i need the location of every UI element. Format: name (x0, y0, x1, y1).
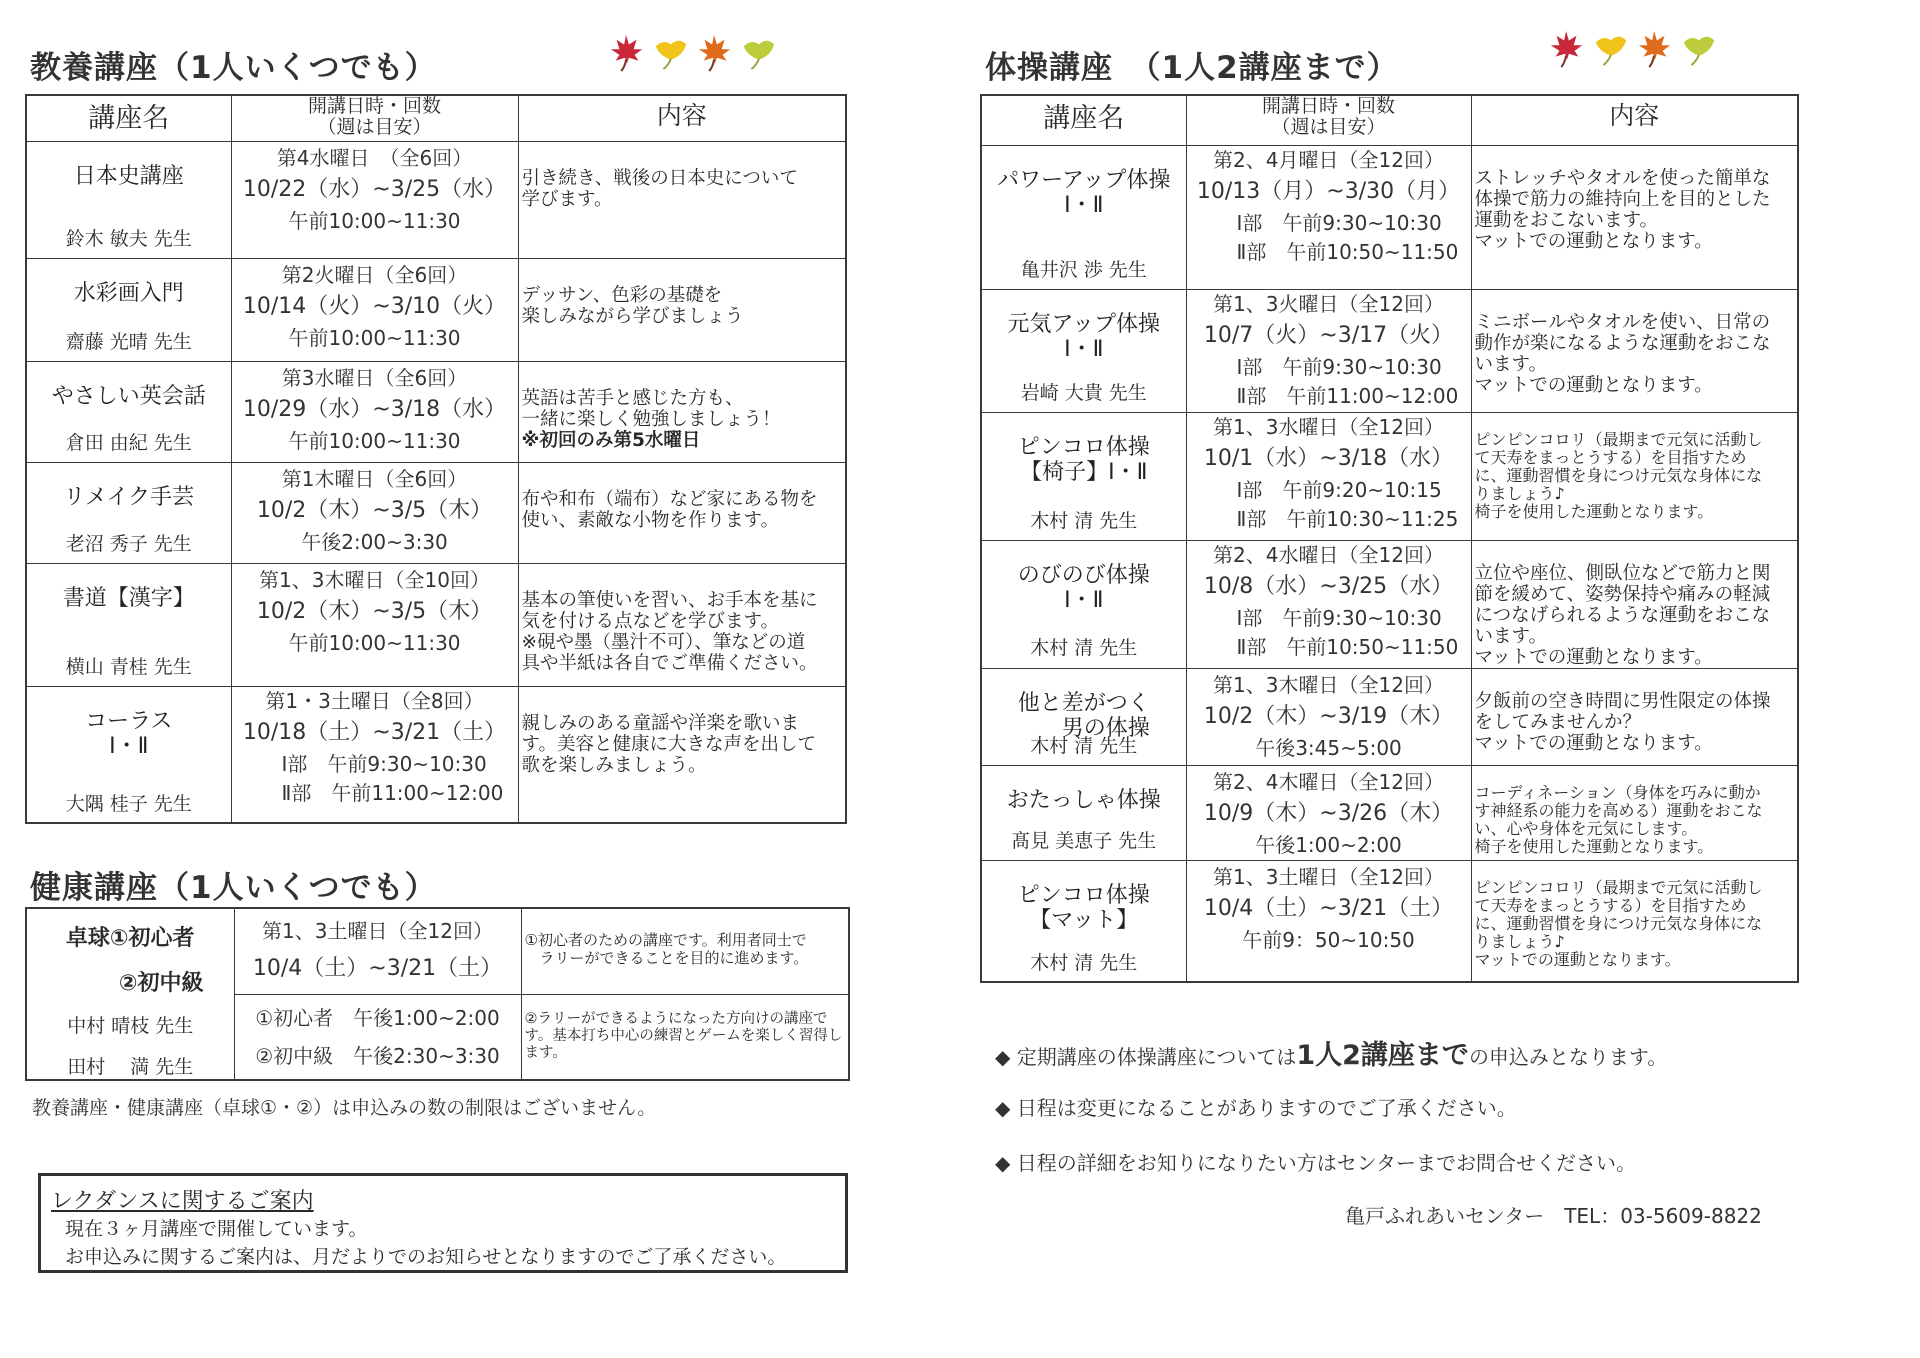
schedule-cell (1186, 860, 1471, 982)
schedule-day: 第1、3土曜日（全12回） (1213, 864, 1444, 889)
description-cell (518, 361, 846, 462)
description-cell (518, 686, 846, 823)
recdance-notice-box (38, 1173, 848, 1273)
description-cell (518, 141, 846, 258)
schedule-cell (1186, 668, 1471, 765)
course-description: コーディネーション（身体を巧みに動か す神経系の能力を高める）運動をおこな い、心や身体を元気にします。 椅子を使用した運動となります。 (1474, 782, 1763, 856)
description-cell (521, 908, 849, 994)
course-name: リメイク手芸 (63, 484, 195, 510)
course-name-cell (981, 145, 1186, 289)
schedule-cell (234, 994, 521, 1080)
course-name-wrap (982, 146, 1186, 288)
autumn-leaves-decoration (608, 32, 778, 74)
schedule-day: 第4水曜日 （全6回） (276, 145, 473, 170)
course-description: ストレッチやタオルを使った簡単な 体操で筋力の維持向上を目的とした 運動をおこないます。 マットでの運動となります。 (1474, 167, 1771, 252)
course-description: 布や和布（端布）など家にある物を 使い、素敵な小物を作ります。 (521, 488, 818, 531)
course-description: 基本の筆使いを習い、お手本を基に 気を付ける点などを学びます。 ※硯や墨（墨汁不可）、筆などの道 具や半紙は各自でご準備ください。 (521, 589, 818, 674)
description-cell (1471, 860, 1798, 982)
schedule-time: 午前9：50~10:50 (1242, 927, 1415, 952)
schedule-cell (231, 141, 518, 258)
course-name-wrap (982, 541, 1186, 666)
schedule-dates: 10/7（火）~3/17（火） (1203, 322, 1454, 348)
schedule-cell (231, 563, 518, 686)
description-cell (518, 462, 846, 563)
application-limit-note: 教養講座・健康講座（卓球①・②）は申込みの数の制限はございません。 (32, 1097, 657, 1119)
description-cell (521, 994, 849, 1080)
course-description-note: ※初回のみ第5水曜日 (521, 429, 701, 451)
course-name-wrap (982, 669, 1186, 764)
table-row (981, 289, 1798, 412)
course-name: 書道【漢字】 (62, 585, 195, 611)
course-name-cell (26, 462, 231, 563)
bullet-text: の申込みとなります。 (1468, 1045, 1668, 1069)
description-cell (1471, 289, 1798, 412)
teacher-name: 大隅 桂子 先生 (65, 792, 192, 815)
schedule-time: ①初心者 午後1:00~2:00 (255, 1005, 500, 1030)
schedule-day: 第2、4月曜日（全12回） (1213, 147, 1444, 172)
health-course-table (25, 907, 850, 1081)
culture-section-title: 教養講座（1人いくつでも） (30, 50, 437, 86)
course-name-cell (981, 765, 1186, 860)
course-name: ピンコロ体操 【椅子】Ⅰ・Ⅱ (1017, 434, 1150, 485)
header-schedule (231, 95, 518, 141)
schedule-dates: 10/18（土）~3/21（土） (242, 719, 507, 745)
bullet-text: 定期講座の体操講座については (1016, 1045, 1297, 1069)
course-name-cell (981, 289, 1186, 412)
description-cell (1471, 412, 1798, 540)
course-name-line2: ②初中級 (118, 971, 204, 996)
schedule-time: Ⅱ部 午前11:00~12:00 (1236, 383, 1459, 408)
teacher-name: 田村 満 先生 (67, 1056, 194, 1078)
schedule-cell (1186, 289, 1471, 412)
course-description: 親しみのある童謡や洋楽を歌いま す。美容と健康に大きな声を出して 歌を楽しみましょう。 (521, 712, 817, 776)
teacher-name: 倉田 由紀 先生 (65, 431, 192, 454)
schedule-time: ②初中級 午後2:30~3:30 (255, 1043, 500, 1068)
table-row (981, 412, 1798, 540)
table-row (981, 765, 1798, 860)
course-description: ②ラリーができるようになった方向けの講座で す。基本打ち中心の練習とゲームを楽しく習得し ます。 (524, 1010, 843, 1061)
course-description: 英語は苦手と感じた方も、 一緒に楽しく勉強しましょう！ (521, 387, 781, 430)
course-description: ミニボールやタオルを使い、日常の 動作が楽になるような運動をおこな います。 マットでの運動となります。 (1474, 311, 1771, 396)
table-row (26, 908, 849, 994)
ginkgo-leaf-icon (1680, 28, 1718, 70)
table-row (981, 668, 1798, 765)
course-name: のびのび体操 Ⅰ・Ⅱ (1017, 562, 1150, 613)
schedule-dates: 10/2（木）~3/5（木） (256, 598, 493, 624)
schedule-time: Ⅰ部 午前9:30~10:30 (281, 751, 487, 776)
schedule-time: Ⅱ部 午前10:30~11:25 (1236, 506, 1459, 531)
teacher-name: 亀井沢 渉 先生 (1020, 258, 1147, 281)
maple-leaf-icon (696, 32, 734, 74)
schedule-time: Ⅰ部 午前9:30~10:30 (1236, 210, 1442, 235)
course-name-wrap (27, 142, 231, 257)
exercise-section-title: 体操講座 （1人2講座まで） (985, 50, 1399, 86)
course-name-line1: 卓球①初心者 (65, 926, 195, 951)
teacher-name: 中村 晴枝 先生 (67, 1015, 194, 1037)
table-row (26, 258, 846, 361)
course-name: おたっしゃ体操 (1006, 787, 1161, 813)
course-description: ①初心者のための講座です。利用者同士で ラリーができることを目的に進めます。 (524, 931, 809, 967)
schedule-cell (231, 462, 518, 563)
course-name-cell (981, 668, 1186, 765)
teacher-name: 髙見 美恵子 先生 (1011, 829, 1157, 852)
recdance-notice-title: レクダンスに関するご案内 (51, 1189, 314, 1214)
schedule-dates: 10/2（木）~3/5（木） (256, 497, 493, 523)
teacher-name: 老沼 秀子 先生 (65, 532, 192, 555)
course-name-cell (26, 141, 231, 258)
course-name-wrap (27, 362, 231, 461)
schedule-day: 第1、3水曜日（全12回） (1213, 414, 1444, 439)
schedule-dates: 10/22（水）~3/25（水） (242, 176, 507, 202)
recdance-notice-line: 現在３ヶ月講座で開催しています。 (65, 1218, 368, 1240)
exercise-course-table (980, 94, 1799, 983)
schedule-dates: 10/1（水）~3/18（水） (1203, 445, 1454, 471)
autumn-leaves-decoration (1548, 28, 1718, 70)
course-description: 夕飯前の空き時間に男性限定の体操 をしてみませんか？ マットでの運動となります。 (1474, 690, 1771, 754)
ginkgo-leaf-icon (1592, 28, 1630, 70)
health-section-title: 健康講座（1人いくつでも） (30, 870, 437, 906)
table-row (26, 462, 846, 563)
schedule-dates: 10/14（火）~3/10（火） (242, 293, 507, 319)
course-name-cell (26, 258, 231, 361)
info-bullet (995, 1147, 1636, 1176)
schedule-day: 第1、3土曜日（全12回） (262, 918, 493, 943)
course-name-wrap (982, 861, 1186, 981)
course-name: 水彩画入門 (73, 280, 184, 306)
course-description: ピンピンコロリ（最期まで元気に活動し て天寿をまっとうする）を目指すため に、運動習慣を身につけ元気な身体にな りましょう♪ マットでの運動となります。 (1474, 877, 1763, 969)
info-bullet (995, 1033, 1667, 1072)
schedule-dates: 10/8（水）~3/25（水） (1203, 573, 1454, 599)
header-schedule-line1: 開講日時・回数 (1261, 95, 1395, 117)
header-schedule-line1: 開講日時・回数 (307, 95, 441, 117)
course-description: ピンピンコロリ（最期まで元気に活動し て天寿をまっとうする）を目指すため に、運動習慣を身につけ元気な身体にな りましょう♪ 椅子を使用した運動となります。 (1474, 429, 1763, 521)
schedule-time: 午前10:00~11:30 (288, 630, 461, 655)
table-row (981, 860, 1798, 982)
header-content: 内容 (1471, 95, 1798, 145)
course-name-cell (981, 860, 1186, 982)
course-name: ピンコロ体操 【マット】 (1017, 882, 1150, 933)
schedule-day: 第3水曜日（全6回） (281, 365, 468, 390)
info-bullet (995, 1092, 1517, 1121)
description-cell (1471, 540, 1798, 668)
course-name: 他と差がつく 男の体操 (1017, 690, 1150, 741)
table-row (26, 686, 846, 823)
table-header-row (26, 95, 846, 141)
header-course-name: 講座名 (26, 95, 231, 141)
course-name-wrap (27, 463, 231, 562)
schedule-dates: 10/9（木）~3/26（木） (1203, 800, 1454, 826)
course-name-cell (981, 412, 1186, 540)
schedule-time: Ⅱ部 午前11:00~12:00 (281, 780, 504, 805)
description-cell (1471, 668, 1798, 765)
schedule-dates: 10/4（土）~3/21（土） (252, 955, 503, 981)
description-cell (518, 258, 846, 361)
diamond-bullet-icon: ◆ (995, 1151, 1011, 1175)
schedule-day: 第1、3木曜日（全12回） (1213, 672, 1444, 697)
schedule-cell (1186, 540, 1471, 668)
table-row (26, 141, 846, 258)
schedule-cell (1186, 412, 1471, 540)
course-name-cell (26, 361, 231, 462)
course-name-wrap (27, 564, 231, 685)
schedule-time: 午後1:00~2:00 (1255, 832, 1402, 857)
header-schedule (1186, 95, 1471, 145)
table-row (981, 540, 1798, 668)
table-row (26, 361, 846, 462)
schedule-cell (231, 258, 518, 361)
maple-leaf-icon (608, 32, 646, 74)
course-description: 引き続き、戦後の日本史について 学びます。 (521, 167, 798, 210)
course-name-wrap (27, 687, 231, 822)
course-name: やさしい英会話 (51, 383, 206, 409)
header-course-name: 講座名 (981, 95, 1186, 145)
teacher-name: 木村 清 先生 (1030, 734, 1138, 757)
schedule-cell (231, 361, 518, 462)
teacher-name: 木村 清 先生 (1030, 636, 1138, 659)
course-name: 日本史講座 (73, 163, 184, 189)
teacher-name: 木村 清 先生 (1030, 509, 1138, 532)
course-name-wrap (982, 290, 1186, 411)
schedule-time: Ⅱ部 午前10:50~11:50 (1236, 634, 1459, 659)
teacher-name: 横山 青桂 先生 (65, 655, 192, 678)
schedule-day: 第2、4水曜日（全12回） (1213, 542, 1444, 567)
diamond-bullet-icon: ◆ (995, 1045, 1011, 1069)
table-row (26, 563, 846, 686)
maple-leaf-icon (1636, 28, 1674, 70)
schedule-day: 第1・3土曜日（全8回） (265, 688, 484, 713)
culture-course-table (25, 94, 847, 824)
course-name: パワーアップ体操 Ⅰ・Ⅱ (997, 167, 1171, 218)
ginkgo-leaf-icon (652, 32, 690, 74)
schedule-cell (234, 908, 521, 994)
description-cell (1471, 145, 1798, 289)
health-name-cell (26, 908, 234, 1080)
schedule-cell (1186, 145, 1471, 289)
course-name-cell (981, 540, 1186, 668)
course-name-wrap (982, 413, 1186, 539)
schedule-dates: 10/2（木）~3/19（木） (1203, 703, 1454, 729)
course-name-wrap (982, 766, 1186, 859)
schedule-day: 第2火曜日（全6回） (281, 262, 468, 287)
schedule-day: 第1、3火曜日（全12回） (1213, 291, 1444, 316)
schedule-cell (231, 686, 518, 823)
schedule-time: 午前10:00~11:30 (288, 208, 461, 233)
bullet-text: 日程は変更になることがありますのでご了承ください。 (1016, 1096, 1517, 1120)
header-content: 内容 (518, 95, 846, 141)
center-contact-info: 亀戸ふれあいセンター TEL：03-5609-8822 (1345, 1204, 1762, 1228)
course-description: デッサン、色彩の基礎を 楽しみながら学びましょう (521, 284, 744, 327)
course-name-cell (26, 686, 231, 823)
schedule-time: Ⅰ部 午前9:20~10:15 (1236, 477, 1442, 502)
schedule-time: Ⅰ部 午前9:30~10:30 (1236, 354, 1442, 379)
header-schedule-line2: （週は目安） (1271, 116, 1386, 138)
schedule-day: 第1、3木曜日（全10回） (259, 567, 490, 592)
schedule-time: 午後3:45~5:00 (1255, 735, 1402, 760)
schedule-time: 午前10:00~11:30 (288, 428, 461, 453)
course-name-cell (26, 563, 231, 686)
description-cell (518, 563, 846, 686)
maple-leaf-icon (1548, 28, 1586, 70)
schedule-time: Ⅱ部 午前10:50~11:50 (1236, 239, 1459, 264)
ginkgo-leaf-icon (740, 32, 778, 74)
bullet-emphasis: 1人2講座まで (1296, 1040, 1469, 1071)
table-header-row (981, 95, 1798, 145)
course-name: 元気アップ体操 Ⅰ・Ⅱ (1007, 311, 1160, 362)
schedule-time: 午前10:00~11:30 (288, 325, 461, 350)
description-cell (1471, 765, 1798, 860)
course-description: 立位や座位、側臥位などで筋力と関 節を緩めて、姿勢保持や痛みの軽減 につなげられるような運動をおこな います。 マットでの運動となります。 (1474, 562, 1771, 668)
table-row (981, 145, 1798, 289)
schedule-day: 第2、4木曜日（全12回） (1213, 769, 1444, 794)
schedule-dates: 10/4（土）~3/21（土） (1203, 895, 1454, 921)
teacher-name: 齋藤 光晴 先生 (65, 330, 192, 353)
schedule-dates: 10/29（水）~3/18（水） (242, 396, 507, 422)
teacher-name: 岩崎 大貴 先生 (1020, 381, 1147, 404)
course-name: コーラス Ⅰ・Ⅱ (85, 708, 173, 759)
header-schedule-line2: （週は目安） (317, 116, 432, 138)
bullet-text: 日程の詳細をお知りになりたい方はセンターまでお問合せください。 (1016, 1151, 1636, 1175)
schedule-time: Ⅰ部 午前9:30~10:30 (1236, 605, 1442, 630)
diamond-bullet-icon: ◆ (995, 1096, 1011, 1120)
schedule-time: 午後2:00~3:30 (301, 529, 448, 554)
schedule-cell (1186, 765, 1471, 860)
teacher-name: 鈴木 敏夫 先生 (65, 227, 192, 250)
teacher-name: 木村 清 先生 (1030, 951, 1138, 974)
schedule-dates: 10/13（月）~3/30（月） (1196, 178, 1461, 204)
recdance-notice-line: お申込みに関するご案内は、月だよりでのお知らせとなりますのでご了承ください。 (65, 1246, 787, 1268)
schedule-day: 第1木曜日（全6回） (281, 466, 468, 491)
course-name-wrap (27, 259, 231, 360)
